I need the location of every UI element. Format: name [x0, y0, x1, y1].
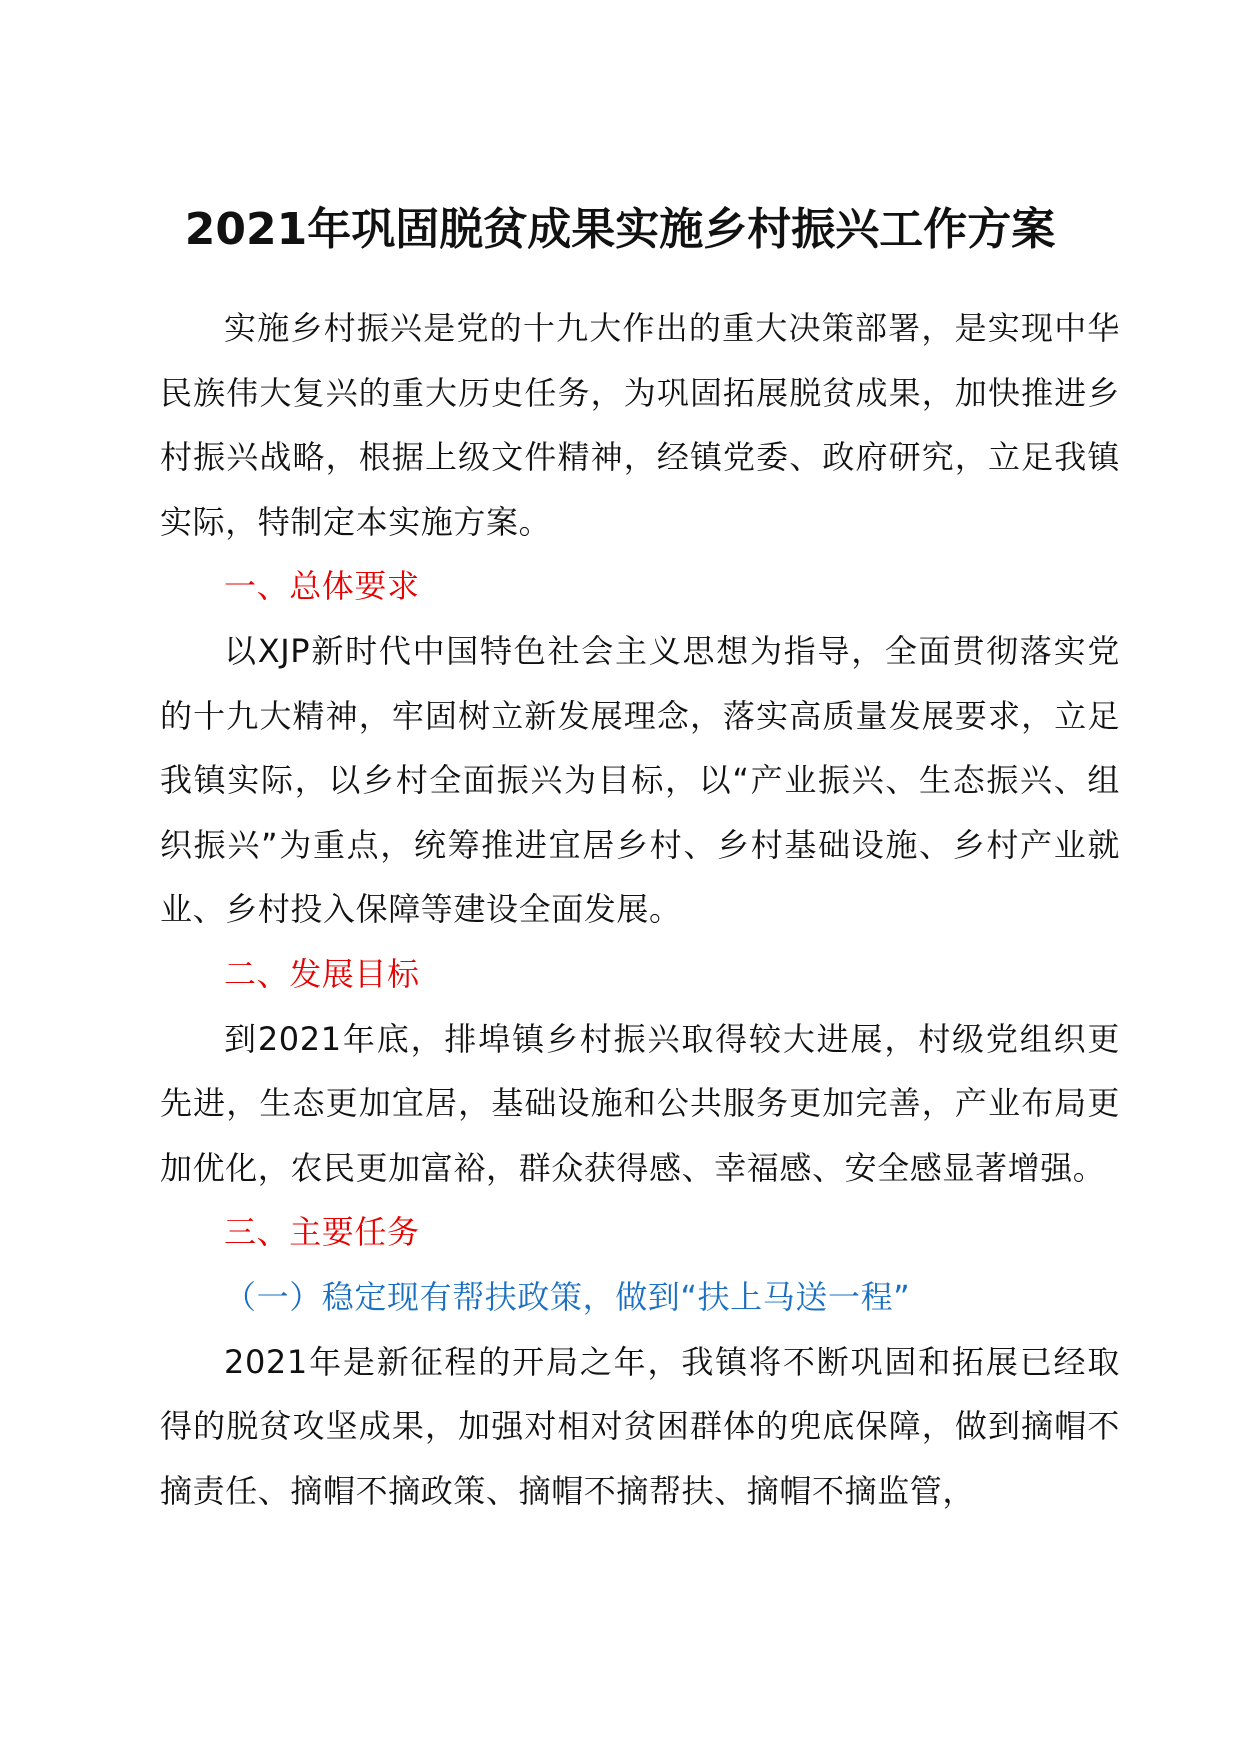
document-body [160, 296, 1120, 1523]
subsection-paragraph-stabilize-policies: 2021年是新征程的开局之年，我镇将不断巩固和拓展已经取得的脱贫攻坚成果，加强对相对贫困群体的兜底保障，做到摘帽不摘责任、摘帽不摘政策、摘帽不摘帮扶、摘帽不摘监管， [160, 1342, 1120, 1510]
section-heading-development-goals: 二、发展目标 [224, 954, 420, 993]
intro-paragraph: 实施乡村振兴是党的十九大作出的重大决策部署，是实现中华民族伟大复兴的重大历史任务，为巩固拓展脱贫成果，加快推进乡村振兴战略，根据上级文件精神，经镇党委、政府研究，立足我镇实际，特制定本实施方案。 [160, 309, 1120, 541]
section-heading-overall-requirements: 一、总体要求 [224, 567, 420, 606]
document-title: 2021年巩固脱贫成果实施乡村振兴工作方案 [184, 204, 1056, 255]
subsection-heading-stabilize-policies: （一）稳定现有帮扶政策，做到“扶上马送一程” [224, 1277, 911, 1316]
section-heading-main-tasks: 三、主要任务 [224, 1213, 420, 1252]
section-paragraph-overall-requirements: 以XJP新时代中国特色社会主义思想为指导，全面贯彻落实党的十九大精神，牢固树立新发展理念，落实高质量发展要求，立足我镇实际，以乡村全面振兴为目标，以“产业振兴、生态振兴、组织振兴”为重点，统筹推进宜居乡村、乡村基础设施、乡村产业就业、乡村投入保障等建设全面发展。 [160, 631, 1120, 929]
section-paragraph-development-goals: 到2021年底，排埠镇乡村振兴取得较大进展，村级党组织更先进，生态更加宜居，基础设施和公共服务更加完善，产业布局更加优化，农民更加富裕，群众获得感、幸福感、安全感显著增强。 [160, 1019, 1120, 1187]
